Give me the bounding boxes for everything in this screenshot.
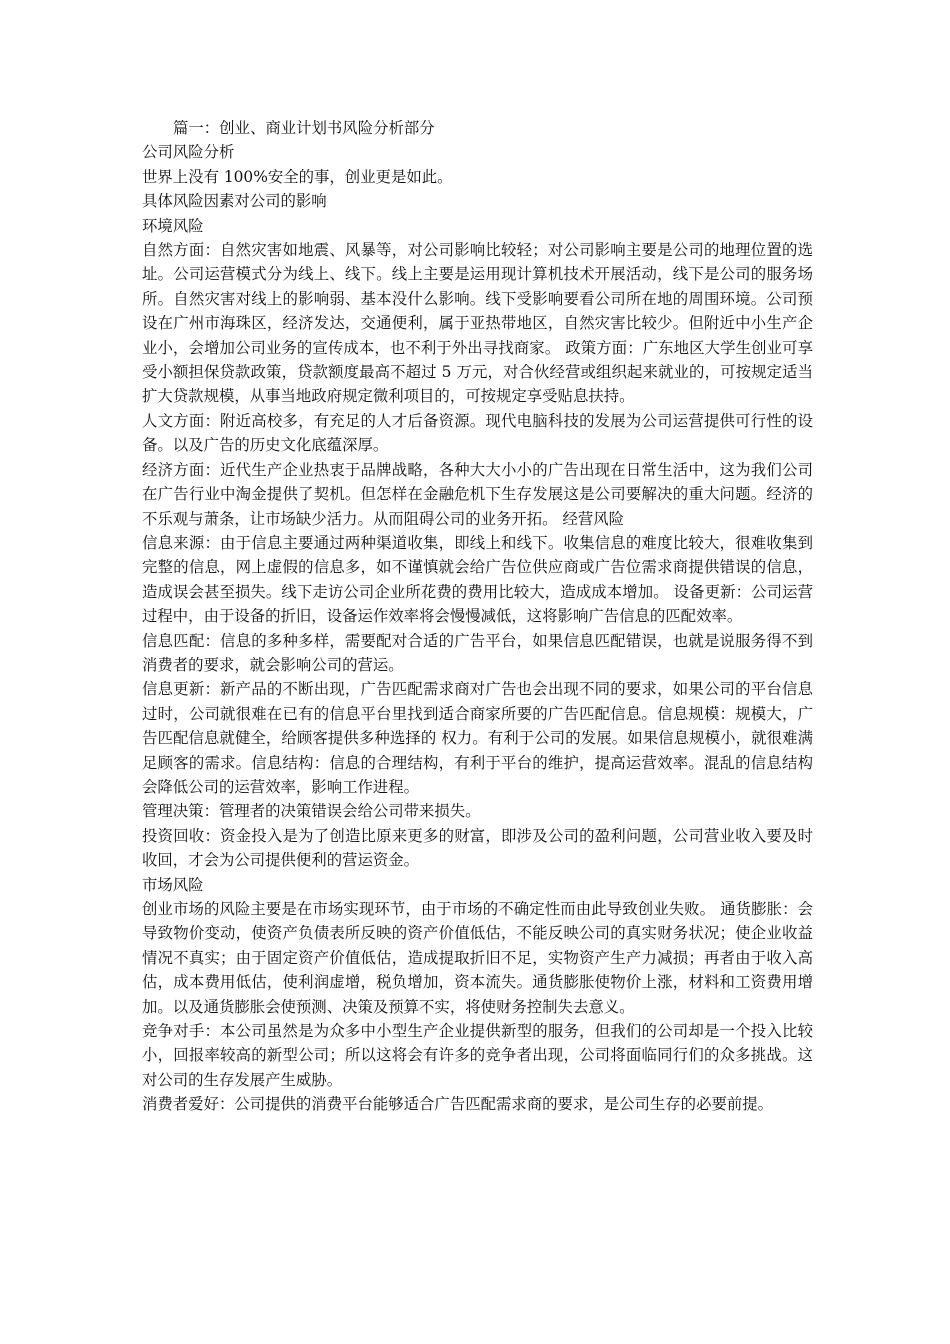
- paragraph-natural-policy: 自然方面：自然灾害如地震、风暴等，对公司影响比较轻；对公司影响主要是公司的地理位置的选址。公司运营模式分为线上、线下。线上主要是运用现计算机技术开展活动，线下是公司的服务场所。自然灾害对线上的影响弱、基本没什么影响。线下受影响要看公司所在地的周围环境。公司预设在广州市海珠区，经济发达，交通便利，属于亚热带地区，自然灾害比较少。但附近中小生产企业小，会增加公司业务的宣传成本，也不利于外出寻找商家。 政策方面：广东地区大学生创业可享受小额担保贷款政策，贷款额度最高不超过 5 万元，对合伙经营或组织起来就业的，可按规定适当扩大贷款规模，从事当地政府规定微利项目的，可按规定享受贴息扶持。: [142, 241, 813, 406]
- document-title: 篇一：创业、商业计划书风险分析部分: [173, 119, 435, 137]
- paragraph-consumer-preference: 消费者爱好：公司提供的消费平台能够适合广告匹配需求商的要求，是公司生存的必要前提。: [142, 1095, 774, 1114]
- paragraph-information-matching: 信息匹配：信息的多种多样，需要配对合适的广告平台，如果信息匹配错误，也就是说服务得不到消费者的要求，就会影响公司的营运。: [142, 631, 813, 674]
- paragraph-investment-return: 投资回收：资金投入是为了创造比原来更多的财富，即涉及公司的盈利问题，公司营业收入要及时收回，才会为公司提供便利的营运资金。: [142, 826, 813, 870]
- paragraph-economy: 经济方面：近代生产企业热衷于品牌战略，各种大大小小的广告出现在日常生活中，这为我们公司在广告行业中淘金提供了契机。但怎样在金融危机下生存发展这是公司要解决的重大问题。经济的不乐观与萧条，让市场缺少活力。从而阻碍公司的业务开拓。 经营风险: [142, 460, 813, 528]
- heading-specific-risk-factors: 具体风险因素对公司的影响: [142, 192, 327, 211]
- paragraph-market-inflation: 创业市场的风险主要是在市场实现环节，由于市场的不确定性而由此导致创业失败。 通货膨胀：会导致物价变动，使资产负债表所反映的资产价值低估，不能反映公司的真实财务状况；使企业收益情况不真实；由于固定资产价值低估，造成提取折旧不足，实物资产生产力减损；再者由于收入高估，成本费用低估，使利润虚增，税负增加，资本流失。通货膨胀使物价上涨，材料和工资费用增加。以及通货膨胀会使预测、决策及预算不实，将使财务控制失去意义。: [142, 900, 813, 1016]
- paragraph-management-decision: 管理决策：管理者的决策错误会给公司带来损失。: [142, 802, 481, 821]
- paragraph-competitors: 竞争对手：本公司虽然是为众多中小型生产企业提供新型的服务，但我们的公司却是一个投入比较小，回报率较高的新型公司；所以这将会有许多的竞争者出现，公司将面临同行们的众多挑战。这对公司的生存发展产生威胁。: [142, 1022, 813, 1089]
- heading-market-risk: 市场风险: [142, 875, 204, 894]
- paragraph-information-update: 信息更新：新产品的不断出现，广告匹配需求商对广告也会出现不同的要求，如果公司的平台信息过时，公司就很难在已有的信息平台里找到适合商家所要的广告匹配信息。信息规模：规模大，广告匹配信息就健全，给顾客提供多种选择的 权力。有利于公司的发展。如果信息规模小，就很难满足顾客的需求。信息结构：信息的合理结构，有利于平台的维护，提高运营效率。混乱的信息结构会降低公司的运营效率，影响工作进程。: [142, 680, 813, 796]
- heading-environment-risk: 环境风险: [142, 216, 204, 235]
- heading-company-risk-analysis: 公司风险分析: [142, 143, 235, 162]
- paragraph-information-source: 信息来源：由于信息主要通过两种渠道收集，即线上和线下。收集信息的难度比较大，很难收集到完整的信息，网上虚假的信息多，如不谨慎就会给广告位供应商或广告位需求商提供错误的信息，造成误会甚至损失。线下走访公司企业所花费的费用比较大，造成成本增加。 设备更新：公司运营过程中，由于设备的折旧，设备运作效率将会慢慢减低，这将影响广告信息的匹配效率。: [142, 533, 813, 626]
- paragraph-intro: 世界上没有 100%安全的事，创业更是如此。: [142, 167, 453, 186]
- document-page: [142, 116, 813, 1117]
- paragraph-humanities: 人文方面：附近高校多，有充足的人才后备资源。现代电脑科技的发展为公司运营提供可行性的设备。以及广告的历史文化底蕴深厚。: [142, 411, 813, 455]
